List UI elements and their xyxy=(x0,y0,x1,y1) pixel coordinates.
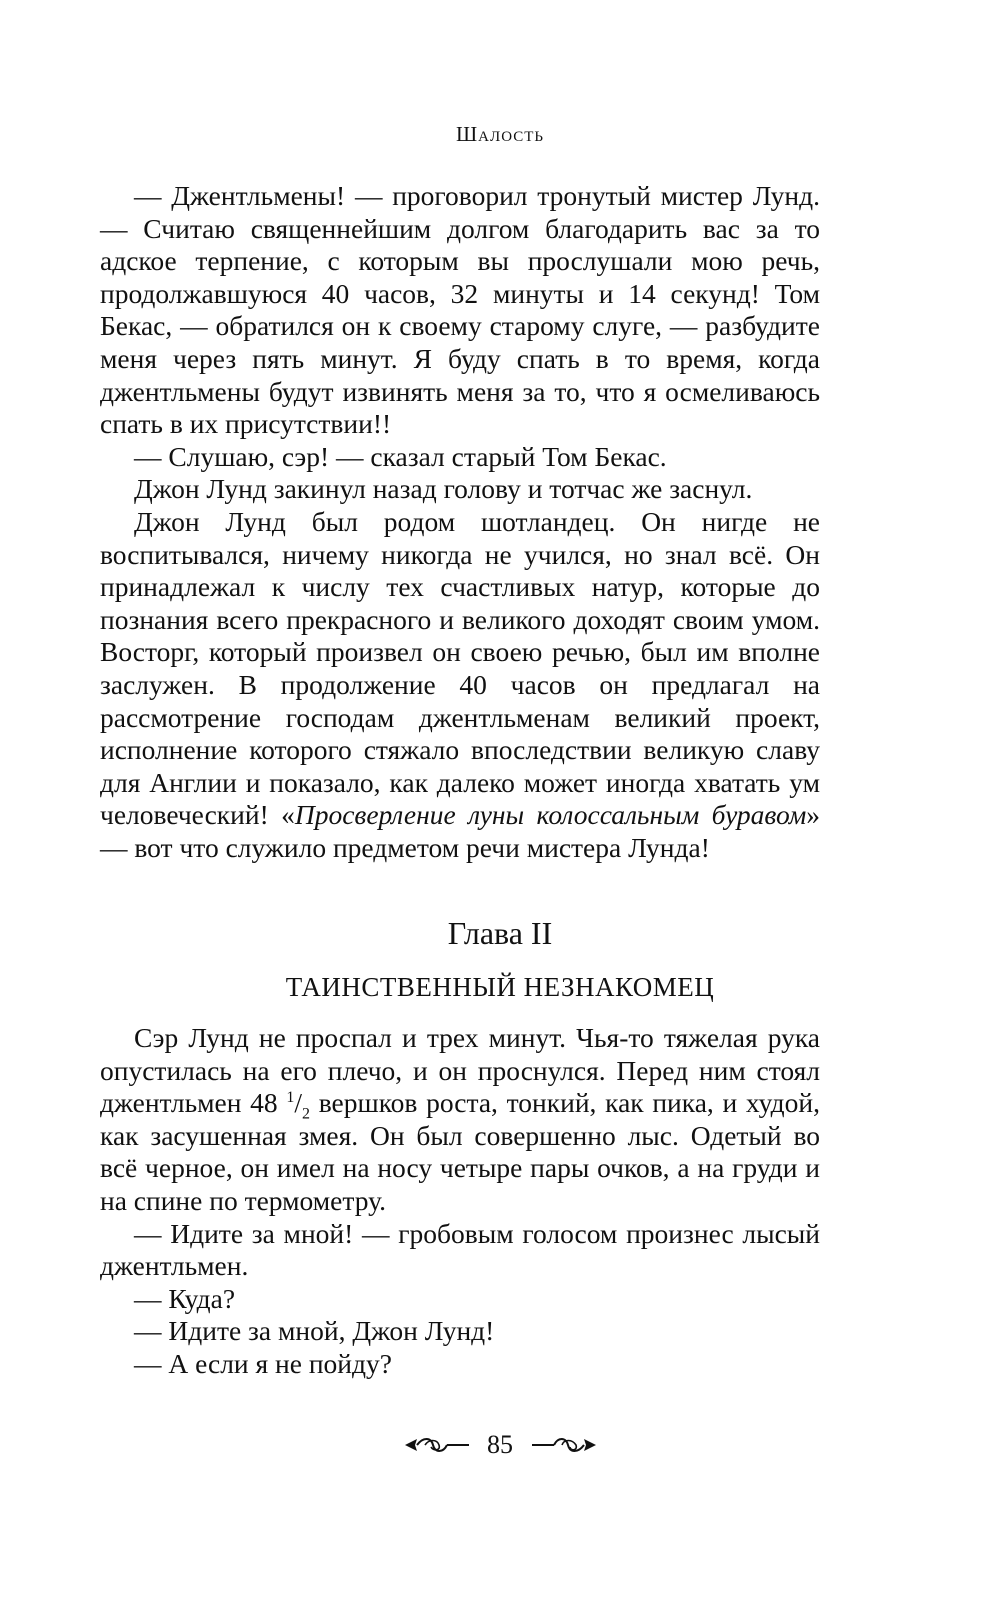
fraction-denominator: 2 xyxy=(302,1105,311,1123)
paragraph xyxy=(100,1022,820,1218)
paragraph: — А если я не пойду? xyxy=(134,1347,392,1379)
text-block-1 xyxy=(100,180,820,864)
ornament-right-icon xyxy=(530,1435,598,1455)
ornament-left-icon xyxy=(403,1435,471,1455)
paragraph: — Слушаю, сэр! — сказал старый Том Бекас. xyxy=(134,440,667,472)
page-number: 85 xyxy=(487,1430,513,1460)
paragraph-text: Сэр Лунд не проспал и трех минут. Чья-то тяжелая рука опустилась на его плечо, и он проснулся. Перед ним стоял джентльмен 48 xyxy=(100,1022,820,1119)
paragraph-text: » — вот что служило предметом речи мистера Лунда! xyxy=(100,799,820,863)
fraction-slash: / xyxy=(294,1087,303,1119)
fraction-numerator: 1 xyxy=(286,1089,295,1107)
running-head: Шалость xyxy=(456,122,544,146)
paragraph-text: Джон Лунд был родом шотландец. Он нигде не воспитывался, ничему никогда не учился, но знал всё. Он принадлежал к числу тех счастливых натур, которые до познания всего прекрасного и великого доходят своим умом. Восторг, который произвел он своею речью, был им вполне заслужен. В продолжение 40 часов он предлагал на рассмотрение господам джентльменам великий проект, исполнение которого стяжало впоследствии великую славу для Англии и показало, как далеко может иногда хватать ум человеческий! « xyxy=(100,505,820,831)
italic-phrase: Просверление луны колоссальным буравом xyxy=(294,799,807,831)
paragraph-text: вершков роста, тонкий, как пика, и худой, как засушенная змея. Он был совершенно лыс. Одетый во всё черное, он имел на носу четыре пары очков, а на груди и на спине по термометру. xyxy=(100,1087,820,1216)
paragraph: — Идите за мной, Джон Лунд! xyxy=(134,1315,495,1347)
paragraph: Джон Лунд закинул назад голову и тотчас же заснул. xyxy=(134,473,753,505)
text-block-2 xyxy=(100,1022,820,1381)
chapter-subtitle: ТАИНСТВЕННЫЙ НЕЗНАКОМЕЦ xyxy=(285,972,715,1002)
paragraph: — Куда? xyxy=(134,1282,236,1314)
paragraph xyxy=(100,506,820,865)
paragraph: — Идите за мной! — гробовым голосом произнес лысый джентльмен. xyxy=(100,1217,820,1282)
paragraph: — Джентльмены! — проговорил тронутый мистер Лунд. — Считаю священнейшим долгом благодарить вас за то адское терпение, с которым вы прослушали мою речь, продолжавшуюся 40 часов, 32 минуты и 14 секунд! Том Бекас, — обратился он к своему старому слуге, — разбудите меня через пять минут. Я буду спать в то время, когда джентльмены будут извинять меня за то, что я осмеливаюсь спать в их присутствии!! xyxy=(100,180,820,440)
page-footer xyxy=(0,1428,1000,1460)
chapter-title: Глава II xyxy=(447,915,553,951)
